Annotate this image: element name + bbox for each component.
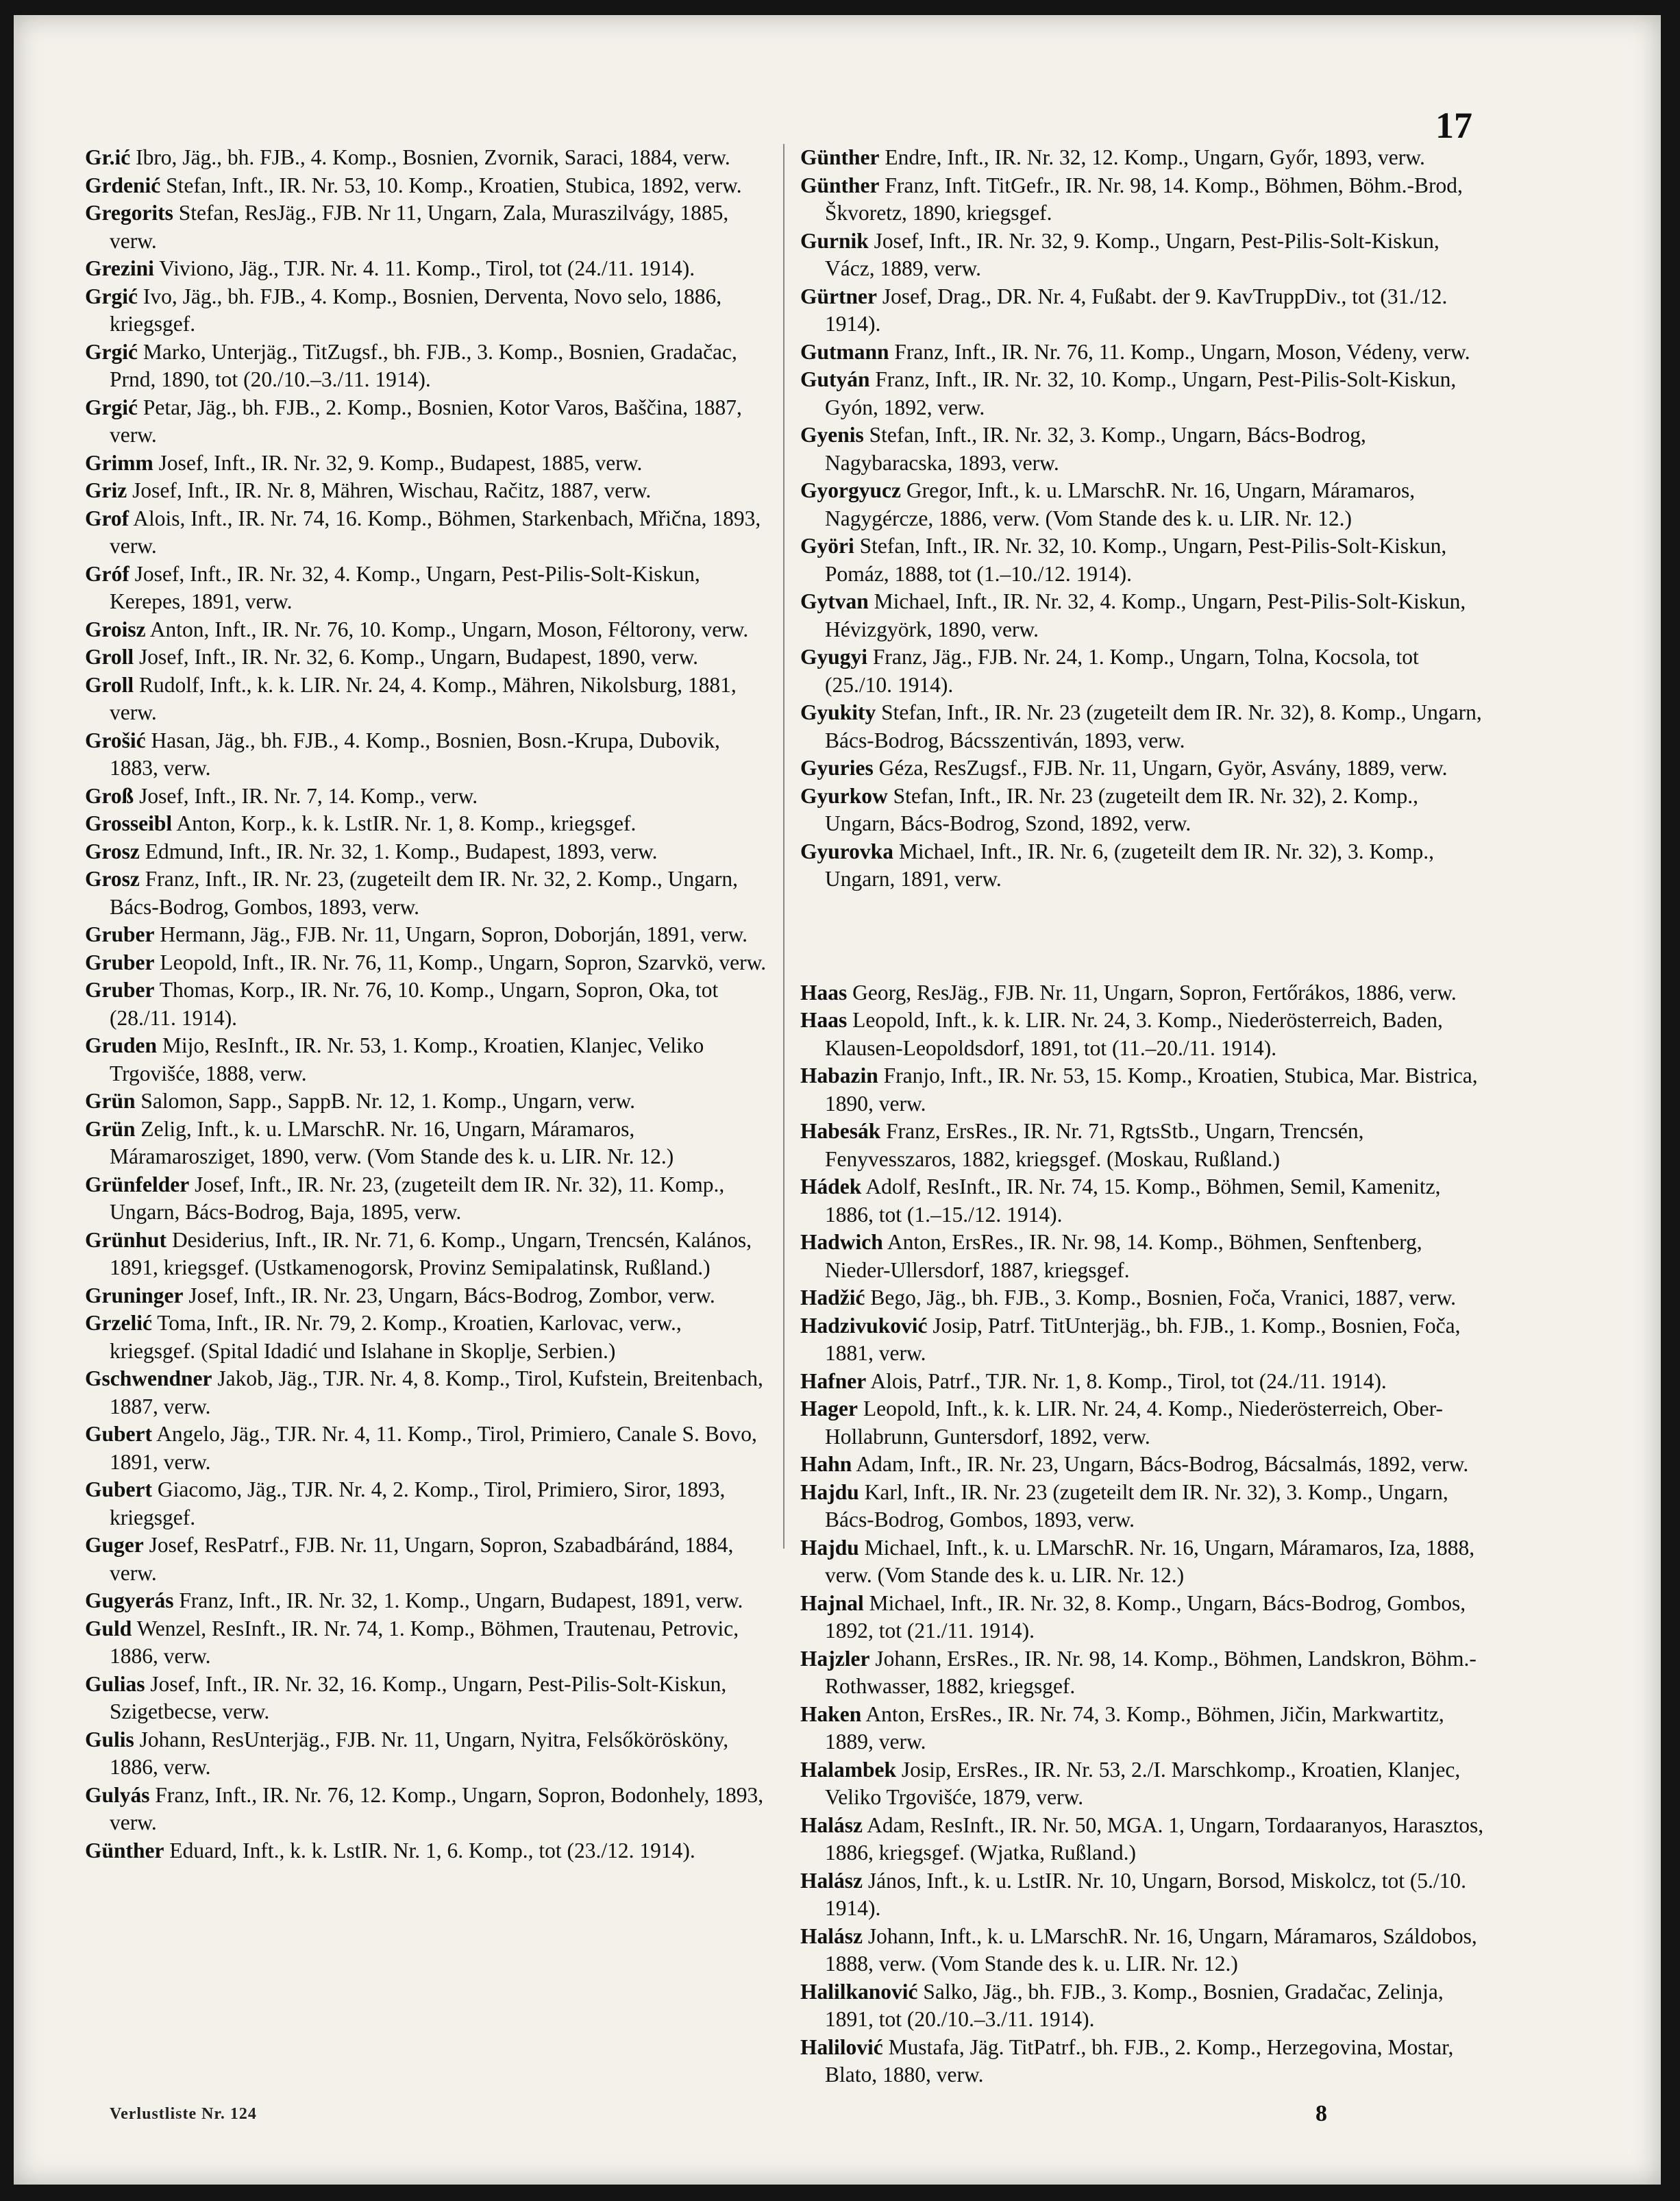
entry-details: Salko, Jäg., bh. FJB., 3. Komp., Bosnien, Gradačac, Zelinja, 1891, tot (20./10.–3./11. 1914).: [825, 1979, 1444, 2031]
entry-surname: Gyorgyucz: [800, 478, 901, 502]
entry-surname: Hadzivuković: [800, 1313, 928, 1338]
entry-details: Michael, Inft., IR. Nr. 32, 4. Komp., Ungarn, Pest-Pilis-Solt-Kiskun, Hévizgyörk, 1890, verw.: [825, 589, 1466, 641]
entry-surname: Gruninger: [85, 1283, 184, 1307]
entry-surname: Halász: [800, 1812, 863, 1837]
entry-surname: Grgić: [85, 284, 138, 308]
list-entry: [85, 1782, 770, 1837]
list-entry: [85, 339, 770, 394]
list-entry: [85, 172, 770, 200]
list-entry: [800, 421, 1485, 477]
entry-surname: Grezini: [85, 256, 154, 280]
entry-details: Josef, Drag., DR. Nr. 4, Fußabt. der 9. KavTruppDiv., tot (31./12. 1914).: [825, 284, 1448, 336]
list-entry: [800, 339, 1485, 367]
list-entry: [85, 1032, 770, 1087]
entry-details: Josef, Inft., IR. Nr. 32, 9. Komp., Budapest, 1885, verw.: [153, 450, 643, 475]
entry-surname: Haas: [800, 1008, 848, 1032]
entry-surname: Hager: [800, 1397, 858, 1421]
entry-details: Edmund, Inft., IR. Nr. 32, 1. Komp., Budapest, 1893, verw.: [139, 839, 658, 863]
entry-surname: Gürtner: [800, 284, 877, 308]
list-entry: [800, 1395, 1485, 1451]
entry-surname: Groisz: [85, 617, 146, 641]
footer-signature: 8: [1315, 2101, 1327, 2126]
entry-details: Josef, Inft., IR. Nr. 8, Mähren, Wischau, Račitz, 1887, verw.: [127, 478, 652, 502]
entry-details: Hermann, Jäg., FJB. Nr. 11, Ungarn, Sopron, Doborján, 1891, verw.: [154, 922, 748, 946]
list-entry: [85, 1227, 770, 1282]
entry-details: Johann, Inft., k. u. LMarschR. Nr. 16, Ungarn, Máramaros, Száldobos, 1888, verw. (Vom Stande des k. u. LIR. Nr. 12.): [825, 1923, 1477, 1976]
page-number: 17: [1435, 105, 1472, 146]
list-entry: [85, 255, 770, 283]
entry-details: Stefan, Inft., IR. Nr. 23 (zugeteilt dem IR. Nr. 32), 8. Komp., Ungarn, Bács-Bodrog, Bácsszentiván, 1893, verw.: [825, 700, 1482, 752]
list-entry: [85, 394, 770, 450]
entry-details: Josef, ResPatrf., FJB. Nr. 11, Ungarn, Sopron, Szabadbáránd, 1884, verw.: [110, 1533, 734, 1585]
list-entry: [800, 1645, 1485, 1701]
list-entry: [800, 838, 1485, 894]
list-entry: [800, 1701, 1485, 1756]
entry-details: Michael, Inft., k. u. LMarschR. Nr. 16, Ungarn, Máramaros, Iza, 1888, verw. (Vom Stande des k. u. LIR. Nr. 12.): [825, 1535, 1475, 1587]
entry-surname: Gulis: [85, 1727, 134, 1751]
entry-details: Ibro, Jäg., bh. FJB., 4. Komp., Bosnien, Zvornik, Saraci, 1884, verw.: [130, 145, 730, 169]
column-divider: [783, 144, 785, 1549]
entry-details: Mustafa, Jäg. TitPatrf., bh. FJB., 2. Komp., Herzegovina, Mostar, Blato, 1880, verw.: [825, 2034, 1454, 2087]
list-entry: [800, 1007, 1485, 1062]
entry-details: Giacomo, Jäg., TJR. Nr. 4, 2. Komp., Tirol, Primiero, Siror, 1893, kriegsgef.: [110, 1477, 726, 1529]
entry-details: Franjo, Inft., IR. Nr. 53, 15. Komp., Kroatien, Stubica, Mar. Bistrica, 1890, verw.: [825, 1063, 1478, 1116]
section-gap: [800, 894, 1485, 979]
entry-surname: Gutyán: [800, 367, 870, 391]
list-entry: [85, 1837, 770, 1865]
entry-details: Géza, ResZugsf., FJB. Nr. 11, Ungarn, Györ, Asvány, 1889, verw.: [873, 756, 1448, 780]
entry-surname: Gyenis: [800, 423, 864, 447]
entry-details: Adam, Inft., IR. Nr. 23, Ungarn, Bács-Bodrog, Bácsalmás, 1892, verw.: [852, 1452, 1469, 1476]
entry-surname: Hajzler: [800, 1646, 870, 1671]
entry-surname: Grosseibl: [85, 811, 173, 835]
entry-surname: Haas: [800, 980, 848, 1005]
list-entry: [85, 672, 770, 727]
list-entry: [800, 144, 1485, 172]
entry-surname: Günther: [800, 145, 880, 169]
list-entry: [800, 979, 1485, 1007]
entry-surname: Grof: [85, 506, 129, 530]
entry-surname: Günther: [85, 1838, 164, 1862]
list-entry: [800, 228, 1485, 283]
list-entry: [800, 1812, 1485, 1867]
list-entry: [800, 172, 1485, 228]
entry-details: Endre, Inft., IR. Nr. 32, 12. Komp., Ungarn, Győr, 1893, verw.: [879, 145, 1425, 169]
entry-details: János, Inft., k. u. LstIR. Nr. 10, Ungarn, Borsod, Miskolcz, tot (5./10. 1914).: [825, 1868, 1467, 1920]
entry-surname: Gubert: [85, 1477, 152, 1501]
entry-surname: Groll: [85, 645, 134, 669]
entry-surname: Hafner: [800, 1368, 867, 1393]
entry-surname: Gruber: [85, 950, 155, 974]
entry-details: Franz, Inft., IR. Nr. 32, 10. Komp., Ungarn, Pest-Pilis-Solt-Kiskun, Gyón, 1892, verw.: [825, 367, 1457, 419]
entry-details: Josef, Inft., IR. Nr. 23, (zugeteilt dem IR. Nr. 32), 11. Komp., Ungarn, Bács-Bodrog, Baja, 1895, verw.: [110, 1172, 725, 1224]
entry-surname: Hahn: [800, 1452, 852, 1476]
list-entry: [85, 561, 770, 616]
entry-surname: Grgić: [85, 395, 138, 419]
entry-details: Josip, Patrf. TitUnterjäg., bh. FJB., 1. Komp., Bosnien, Foča, 1881, verw.: [825, 1313, 1461, 1365]
entry-details: Stefan, Inft., IR. Nr. 32, 10. Komp., Ungarn, Pest-Pilis-Solt-Kiskun, Pomáz, 1888, tot (1.–10./12. 1914).: [825, 534, 1447, 586]
entry-details: Eduard, Inft., k. k. LstIR. Nr. 1, 6. Komp., tot (23./12. 1914).: [164, 1838, 695, 1862]
list-entry: [85, 838, 770, 866]
entry-details: Josef, Inft., IR. Nr. 7, 14. Komp., verw.: [134, 783, 478, 808]
entry-details: Josef, Inft., IR. Nr. 32, 9. Komp., Ungarn, Pest-Pilis-Solt-Kiskun, Vácz, 1889, verw.: [825, 228, 1440, 280]
entry-surname: Griz: [85, 478, 127, 502]
entry-details: Franz, Inft., IR. Nr. 32, 1. Komp., Ungarn, Budapest, 1891, verw.: [173, 1588, 743, 1612]
list-entry: [800, 1284, 1485, 1312]
entry-surname: Hajnal: [800, 1590, 864, 1615]
entry-surname: Haken: [800, 1701, 862, 1726]
entry-surname: Györi: [800, 534, 854, 558]
list-entry: [800, 1534, 1485, 1590]
entry-details: Franz, Inft., IR. Nr. 76, 12. Komp., Ungarn, Sopron, Bodonhely, 1893, verw.: [110, 1782, 764, 1834]
list-entry: [800, 2034, 1485, 2089]
list-entry: [800, 1062, 1485, 1118]
entry-surname: Gruber: [85, 978, 155, 1002]
entry-surname: Halász: [800, 1923, 863, 1948]
entry-details: Georg, ResJäg., FJB. Nr. 11, Ungarn, Sopron, Fertőrákos, 1886, verw.: [847, 980, 1457, 1005]
list-entry: [800, 754, 1485, 783]
right-column: [800, 144, 1485, 2089]
list-entry: [85, 1587, 770, 1615]
entry-details: Desiderius, Inft., IR. Nr. 71, 6. Komp., Ungarn, Trencsén, Kalános, 1891, kriegsgef. (Ustkamenogorsk, Provinz Semipalatinsk, Rußland.): [110, 1227, 752, 1279]
list-entry: [85, 1726, 770, 1782]
entry-details: Anton, ErsRes., IR. Nr. 74, 3. Komp., Böhmen, Jičin, Markwartitz, 1889, verw.: [825, 1701, 1444, 1754]
entry-surname: Gytvan: [800, 589, 869, 613]
entry-details: Ivo, Jäg., bh. FJB., 4. Komp., Bosnien, Derventa, Novo selo, 1886, kriegsgef.: [110, 284, 722, 336]
list-entry: [800, 1756, 1485, 1812]
list-entry: [85, 921, 770, 949]
entry-surname: Gruden: [85, 1033, 158, 1057]
entry-details: Johann, ResUnterjäg., FJB. Nr. 11, Ungarn, Nyitra, Felsőkörösköny, 1886, verw.: [110, 1727, 729, 1779]
entry-surname: Grzelić: [85, 1311, 152, 1335]
entry-details: Josip, ErsRes., IR. Nr. 53, 2./I. Marschkomp., Kroatien, Klanjec, Veliko Trgovišće, 1879, verw.: [825, 1757, 1461, 1809]
entry-details: Karl, Inft., IR. Nr. 23 (zugeteilt dem IR. Nr. 32), 3. Komp., Ungarn, Bács-Bodrog, Gombos, 1893, verw.: [825, 1479, 1448, 1532]
entry-details: Marko, Unterjäg., TitZugsf., bh. FJB., 3. Komp., Bosnien, Gradačac, Prnd, 1890, tot (20./10.–3./11. 1914).: [110, 339, 737, 391]
entry-surname: Grosz: [85, 839, 140, 863]
list-entry: [85, 865, 770, 921]
entry-details: Michael, Inft., IR. Nr. 6, (zugeteilt dem IR. Nr. 32), 3. Komp., Ungarn, 1891, verw.: [825, 839, 1435, 891]
list-entry: [85, 1171, 770, 1227]
entry-details: Josef, Inft., IR. Nr. 32, 16. Komp., Ungarn, Pest-Pilis-Solt-Kiskun, Szigetbecse, verw.: [110, 1671, 727, 1723]
entry-details: Alois, Inft., IR. Nr. 74, 16. Komp., Böhmen, Starkenbach, Mřična, 1893, verw.: [110, 506, 761, 558]
entry-surname: Gyugyi: [800, 645, 868, 669]
list-entry: [85, 1532, 770, 1587]
entry-surname: Grünfelder: [85, 1172, 190, 1196]
entry-surname: Hajdu: [800, 1535, 859, 1560]
entry-surname: Gyurovka: [800, 839, 893, 863]
entry-surname: Halász: [800, 1868, 863, 1893]
entry-surname: Hadžić: [800, 1286, 865, 1309]
entry-details: Michael, Inft., IR. Nr. 32, 8. Komp., Ungarn, Bács-Bodrog, Gombos, 1892, tot (21./11. 1914).: [825, 1590, 1466, 1643]
entry-details: Franz, Inft. TitGefr., IR. Nr. 98, 14. Komp., Böhmen, Böhm.-Brod, Škvoretz, 1890, kriegsgef.: [825, 173, 1463, 225]
entry-surname: Groll: [85, 672, 134, 697]
entry-surname: Grünhut: [85, 1227, 167, 1252]
list-entry: [800, 477, 1485, 532]
list-entry: [85, 1116, 770, 1171]
entry-surname: Gruber: [85, 922, 155, 946]
list-entry: [800, 366, 1485, 421]
entry-details: Josef, Inft., IR. Nr. 32, 6. Komp., Ungarn, Budapest, 1890, verw.: [134, 645, 699, 669]
entry-details: Anton, ErsRes., IR. Nr. 98, 14. Komp., Böhmen, Senftenberg, Nieder-Ullersdorf, 1887, kriegsgef.: [825, 1230, 1422, 1282]
entry-details: Leopold, Inft., k. k. LIR. Nr. 24, 3. Komp., Niederösterreich, Baden, Klausen-Leopoldsdorf, 1891, tot (11.–20./11. 1914).: [825, 1008, 1443, 1060]
list-entry: [85, 616, 770, 644]
list-entry: [85, 810, 770, 838]
list-entry: [85, 1282, 770, 1310]
entry-details: Salomon, Sapp., SappB. Nr. 12, 1. Komp., Ungarn, verw.: [135, 1089, 635, 1113]
entry-surname: Gregorits: [85, 201, 173, 225]
entry-details: Angelo, Jäg., TJR. Nr. 4, 11. Komp., Tirol, Primiero, Canale S. Bovo, 1891, verw.: [110, 1422, 757, 1474]
entry-surname: Grošić: [85, 728, 146, 752]
entry-surname: Gr.ić: [85, 145, 131, 169]
entry-details: Adam, ResInft., IR. Nr. 50, MGA. 1, Ungarn, Tordaaranyos, Harasztos, 1886, kriegsgef. (Wjatka, Rußland.): [825, 1812, 1484, 1865]
entry-details: Stefan, Inft., IR. Nr. 32, 3. Komp., Ungarn, Bács-Bodrog, Nagybaracska, 1893, verw.: [825, 423, 1366, 475]
list-entry: [85, 1365, 770, 1421]
entry-details: Gregor, Inft., k. u. LMarschR. Nr. 16, Ungarn, Máramaros, Nagygércze, 1886, verw. (Vom Stande des k. u. LIR. Nr. 12.): [825, 478, 1416, 530]
entry-surname: Guld: [85, 1616, 132, 1640]
entry-surname: Habazin: [800, 1063, 878, 1087]
entry-details: Petar, Jäg., bh. FJB., 2. Komp., Bosnien, Kotor Varos, Baščina, 1887, verw.: [110, 395, 742, 447]
list-entry: [85, 477, 770, 505]
entry-details: Anton, Korp., k. k. LstIR. Nr. 1, 8. Komp., kriegsgef.: [172, 811, 637, 835]
list-entry: [85, 1421, 770, 1476]
entry-surname: Grün: [85, 1116, 136, 1141]
list-entry: [800, 283, 1485, 339]
entry-surname: Habesák: [800, 1119, 881, 1143]
entry-details: Leopold, Inft., k. k. LIR. Nr. 24, 4. Komp., Niederösterreich, Ober-Hollabrunn, Guntersdorf, 1892, verw.: [825, 1397, 1444, 1449]
entry-details: Bego, Jäg., bh. FJB., 3. Komp., Bosnien, Foča, Vranici, 1887, verw.: [865, 1286, 1457, 1309]
list-entry: [800, 1590, 1485, 1645]
list-entry: [800, 1229, 1485, 1284]
entry-details: Adolf, ResInft., IR. Nr. 74, 15. Komp., Böhmen, Semil, Kamenitz, 1886, tot (1.–15./12. 1914).: [825, 1175, 1441, 1227]
entry-details: Josef, Inft., IR. Nr. 23, Ungarn, Bács-Bodrog, Zombor, verw.: [183, 1283, 715, 1307]
list-entry: [800, 1479, 1485, 1534]
entry-surname: Grdenić: [85, 173, 161, 197]
entry-surname: Halilović: [800, 2034, 883, 2059]
entry-details: Josef, Inft., IR. Nr. 32, 4. Komp., Ungarn, Pest-Pilis-Solt-Kiskun, Kerepes, 1891, verw.: [110, 561, 700, 613]
entry-surname: Grün: [85, 1089, 136, 1113]
list-entry: [85, 450, 770, 478]
entry-details: Franz, ErsRes., IR. Nr. 71, RgtsStb., Ungarn, Trencsén, Fenyvesszaros, 1882, kriegsgef. (Moskau, Rußland.): [825, 1119, 1364, 1171]
list-entry: [800, 1368, 1485, 1396]
entry-details: Franz, Inft., IR. Nr. 23, (zugeteilt dem IR. Nr. 32, 2. Komp., Ungarn, Bács-Bodrog, Gombos, 1893, verw.: [110, 867, 739, 919]
entry-details: Mijo, ResInft., IR. Nr. 53, 1. Komp., Kroatien, Klanjec, Veliko Trgovišće, 1888, verw.: [110, 1033, 704, 1085]
list-entry: [85, 1671, 770, 1726]
entry-details: Stefan, Inft., IR. Nr. 23 (zugeteilt dem IR. Nr. 32), 2. Komp., Ungarn, Bács-Bodrog, Szond, 1892, verw.: [825, 783, 1419, 835]
list-entry: [800, 1923, 1485, 1978]
entry-surname: Gubert: [85, 1422, 152, 1446]
list-entry: [800, 1118, 1485, 1173]
list-entry: [85, 643, 770, 672]
list-entry: [800, 643, 1485, 699]
entry-details: Hasan, Jäg., bh. FJB., 4. Komp., Bosnien, Bosn.-Krupa, Dubovik, 1883, verw.: [110, 728, 720, 780]
list-entry: [85, 199, 770, 255]
list-entry: [85, 1087, 770, 1116]
entry-surname: Gulyás: [85, 1782, 150, 1807]
entry-surname: Gschwendner: [85, 1366, 212, 1390]
entry-surname: Gulias: [85, 1671, 145, 1696]
entry-details: Viviono, Jäg., TJR. Nr. 4. 11. Komp., Tirol, tot (24./11. 1914).: [153, 256, 695, 280]
entry-details: Jakob, Jäg., TJR. Nr. 4, 8. Komp., Tirol, Kufstein, Breitenbach, 1887, verw.: [110, 1366, 763, 1418]
list-entry: [85, 505, 770, 561]
list-entry: [85, 1476, 770, 1532]
list-entry: [800, 1173, 1485, 1229]
entry-surname: Gugyerás: [85, 1588, 174, 1612]
list-entry: [800, 1451, 1485, 1479]
list-entry: [85, 949, 770, 977]
list-entry: [800, 1312, 1485, 1368]
entry-surname: Grimm: [85, 450, 153, 475]
entry-surname: Halilkanović: [800, 1979, 918, 2004]
entry-surname: Hadwich: [800, 1230, 883, 1254]
entry-details: Franz, Jäg., FJB. Nr. 24, 1. Komp., Ungarn, Tolna, Kocsola, tot (25./10. 1914).: [825, 645, 1419, 697]
entry-details: Anton, Inft., IR. Nr. 76, 10. Komp., Ungarn, Moson, Féltorony, verw.: [145, 617, 749, 641]
list-entry: [85, 783, 770, 811]
entry-details: Zelig, Inft., k. u. LMarschR. Nr. 16, Ungarn, Máramaros, Máramarosziget, 1890, verw. (Vom Stande des k. u. LIR. Nr. 12.): [110, 1116, 674, 1168]
list-entry: [800, 1867, 1485, 1923]
entry-details: Franz, Inft., IR. Nr. 76, 11. Komp., Ungarn, Moson, Védeny, verw.: [889, 339, 1470, 364]
list-entry: [85, 727, 770, 783]
entry-surname: Guger: [85, 1533, 144, 1557]
list-entry: [85, 283, 770, 339]
entry-details: Wenzel, ResInft., IR. Nr. 74, 1. Komp., Böhmen, Trautenau, Petrovic, 1886, verw.: [110, 1616, 739, 1668]
left-column: [85, 144, 770, 1865]
entry-details: Toma, Inft., IR. Nr. 79, 2. Komp., Kroatien, Karlovac, verw., kriegsgef. (Spital Idadić und Islahane in Skoplje, Serbien.): [110, 1311, 682, 1363]
entry-surname: Hajdu: [800, 1479, 859, 1504]
entry-details: Rudolf, Inft., k. k. LIR. Nr. 24, 4. Komp., Mähren, Nikolsburg, 1881, verw.: [110, 672, 737, 724]
entry-surname: Groß: [85, 783, 134, 808]
entry-surname: Hádek: [800, 1175, 862, 1198]
entry-details: Stefan, Inft., IR. Nr. 53, 10. Komp., Kroatien, Stubica, 1892, verw.: [160, 173, 742, 197]
entry-surname: Halambek: [800, 1757, 897, 1782]
list-entry: [800, 783, 1485, 838]
list-entry: [85, 1309, 770, 1365]
entry-surname: Grgić: [85, 339, 138, 364]
entry-surname: Gurnik: [800, 228, 869, 253]
entry-details: Leopold, Inft., IR. Nr. 76, 11, Komp., Ungarn, Sopron, Szarvkö, verw.: [154, 950, 767, 974]
list-entry: [800, 699, 1485, 754]
list-entry: [800, 1978, 1485, 2034]
entry-details: Alois, Patrf., TJR. Nr. 1, 8. Komp., Tirol, tot (24./11. 1914).: [866, 1368, 1387, 1393]
entry-surname: Grosz: [85, 867, 140, 891]
entry-surname: Günther: [800, 173, 880, 197]
entry-surname: Gyurkow: [800, 783, 888, 808]
list-entry: [800, 532, 1485, 588]
entry-surname: Gutmann: [800, 339, 889, 364]
entry-details: Johann, ErsRes., IR. Nr. 98, 14. Komp., Böhmen, Landskron, Böhm.-Rothwasser, 1882, kriegsgef.: [825, 1646, 1477, 1698]
footer-list-label: Verlustliste Nr. 124: [110, 2105, 257, 2123]
list-entry: [85, 976, 770, 1032]
entry-details: Thomas, Korp., IR. Nr. 76, 10. Komp., Ungarn, Sopron, Oka, tot (28./11. 1914).: [110, 978, 719, 1030]
entry-surname: Gyukity: [800, 700, 876, 724]
entry-surname: Gyuries: [800, 756, 874, 780]
entry-details: Stefan, ResJäg., FJB. Nr 11, Ungarn, Zala, Muraszilvágy, 1885, verw.: [110, 201, 729, 253]
list-entry: [800, 588, 1485, 643]
list-entry: [85, 1615, 770, 1671]
list-entry: [85, 144, 770, 172]
entry-surname: Gróf: [85, 561, 129, 586]
